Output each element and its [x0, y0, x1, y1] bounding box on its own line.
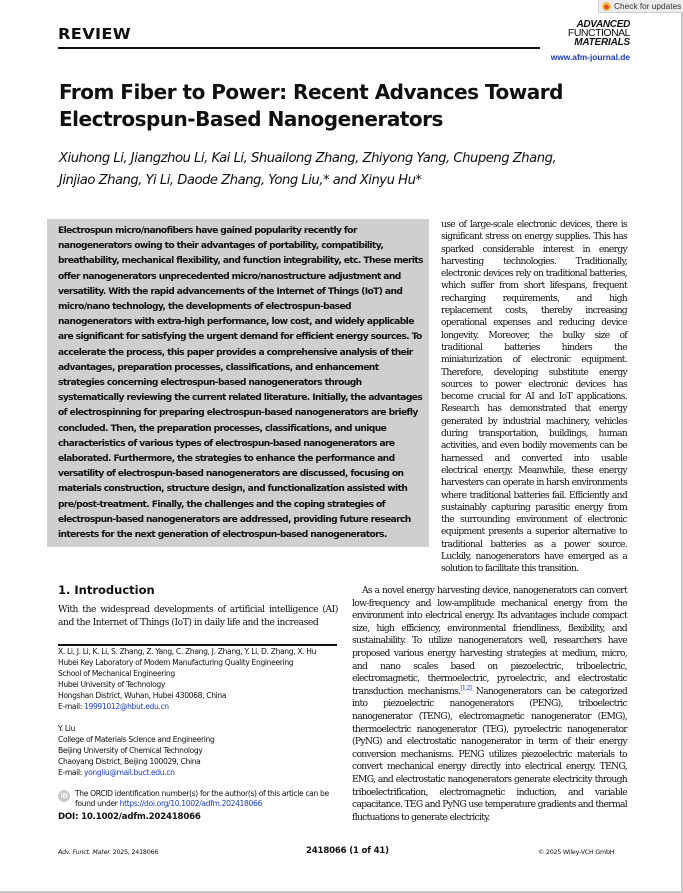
- affiliation-2-line: Chaoyang District, Beijing 100029, China: [58, 756, 201, 766]
- footer-page-number: 2418066 (1 of 41): [306, 846, 389, 856]
- affiliation-1-authors: X. Li, J. Li, K. Li, S. Zhang, Z. Yang, C. Zhang, J. Zhang, Y. Li, D. Zhang, X. Hu: [58, 647, 317, 656]
- journal-logo-line2: FUNCTIONAL: [567, 27, 630, 39]
- paragraph-2-text-a: As a novel energy harvesting device, nanogenerators can convert low-frequency and low-amplitude mechanical energy from the environment into electrical energy. Its advantages include compact size, high efficiency, environmental friendliness, flexibility, and sustainability. To utilize nanogenerators well, researchers have proposed various energy harvesting strategies at medium, micro, and nano scales based on piezoelectric, triboelectric, electromagnetic, thermoelectric, pyroelectric, and electrostatic transduction mechanisms.: [352, 585, 627, 697]
- affiliation-1-email-row: [58, 702, 346, 713]
- authors-line-1: Xiuhong Li, Jiangzhou Li, Kai Li, Shuailong Zhang, Zhiyong Yang, Chupeng Zhang,: [59, 151, 557, 166]
- orcid-note: [58, 789, 346, 809]
- paragraph-2-text-b: Nanogenerators can be categorized into piezoelectric nanogenerators (PENG), triboelectric nanogenerator (TENG), electromagnetic nanogenerator (EMG), thermoelectric nanogenerator (TEG), pyroelectric nanogenerator (PyNG) and electrostatic nanogenerator in term of their energy conversion mechanisms. PENG utilizes piezoelectric materials to convert mechanical energy directly into electrical energy. TENG, EMG, and electrostatic nanogenerators generate electricity through triboelectrification, electromagnetic induction, and variable capacitance. TEG and PyNG use temperature gradients and thermal fluctuations to generate electricity.: [352, 685, 628, 823]
- affiliation-2-line: College of Materials Science and Engineering: [58, 734, 215, 744]
- section-label: REVIEW: [58, 25, 132, 43]
- introduction-paragraph: With the widespread developments of artificial intelligence (AI) and the Internet of Things (IoT) in daily life and the increased: [58, 604, 338, 628]
- orcid-doi-link[interactable]: https://doi.org/10.1002/adfm.202418066: [119, 799, 262, 808]
- body-paragraph-2: [352, 585, 627, 825]
- journal-logo-line3: MATERIALS: [574, 37, 630, 48]
- affiliation-1-line: Hubei Key Laboratory of Modern Manufacturing Quality Engineering: [58, 657, 294, 667]
- footer-copyright: © 2025 Wiley-VCH GmbH: [538, 849, 615, 856]
- affiliation-2-authors: Y. Liu: [58, 724, 75, 733]
- orcid-text: [75, 789, 346, 809]
- doi-label: DOI: 10.1002/adfm.202418066: [58, 812, 201, 822]
- authors-line-2: Jinjiao Zhang, Yi Li, Daode Zhang, Yong Liu,* and Xinyu Hu*: [59, 173, 422, 188]
- email-link[interactable]: 19991012@hbut.edu.cn: [83, 701, 169, 711]
- journal-url-link[interactable]: www.afm-journal.de: [550, 52, 630, 62]
- affiliation-2: [58, 724, 346, 779]
- orcid-text-body: The ORCID identification number(s) for the author(s) of this article can be found under: [75, 789, 329, 808]
- footer-citation: [58, 849, 158, 856]
- affiliation-1-line: Hubei University of Technology: [58, 679, 166, 689]
- footer-citation-rest: 2025, 2418066: [110, 849, 159, 856]
- title-line-1: From Fiber to Power: Recent Advances Toward: [59, 80, 563, 104]
- footer-journal-abbrev: Adv. Funct. Mater.: [58, 849, 111, 856]
- orcid-icon: iD: [58, 790, 70, 802]
- affiliation-rule: [58, 644, 337, 646]
- affiliation-1-line: School of Mechanical Engineering: [58, 668, 175, 678]
- abstract-text: Electrospun micro/nanofibers have gained popularity recently for nanogenerators owing to their advantages of portability, compatibility, breathability, mechanical flexibility, and function integrability, etc. These merits offer nanogenerators unprecedented micro/nanostructure adjustment and versatility. With the rapid advancements of the Internet of Things (IoT) and micro/nano technology, the developments of electrospun-based nanogenerators with extra-high performance, low cost, and widely applicable are significant for satisfying the urgent demand for efficient energy sources. To accelerate the process, this paper provides a comprehensive analysis of their advantages, preparation processes, classifications, and enhancement strategies concerning electrospun-based nanogenerators through systematically reviewing the current related literature. Initially, the advantages of electrospinning for preparing electrospun-based nanogenerators are briefly concluded. Then, the preparation processes, classifications, and unique characteristics of various types of electrospun-based nanogenerators are elaborated. Furthermore, the strategies to enhance the performance and versatility of electrospun-based nanogenerators are discussed, focusing on materials construction, structure design, and functionalization assisted with pre/post-treatment. Finally, the challenges and the coping strategies of electrospun-based nanogenerators are addressed, providing future research interests for the next generation of electrospun-based nanogenerators.: [58, 226, 423, 541]
- email-label: E-mail:: [58, 767, 84, 777]
- crossmark-icon: [602, 2, 611, 11]
- header-rule: [58, 47, 540, 49]
- citation-link[interactable]: [1,2]: [460, 684, 472, 692]
- body-right-column: use of large-scale electronic devices, there is significant stress on energy supplies. This has sparked considerable interest in energy harvesting technologies. Traditionally, electronic devices rely on traditional batteries, which suffer from short lifespans, frequent recharging requirements, and high replacement costs, thereby increasing operational expenses and reducing device longevity. Moreover, the bulky size of traditional batteries hinders the miniaturization of electronic equipment. Therefore, developing substitute energy sources to power electronic devices has become crucial for AI and IoT applications. Research has demonstrated that energy generated by industrial machinery, vehicles during transportation, buildings, human activities, and even bodily movements can be harnessed and converted into usable electrical energy. Meanwhile, these energy harvesters can operate in harsh environments where traditional batteries fail. Efficiently and sustainably capturing parasitic energy from the surrounding environment of electronic equipment presents a superior alternative to traditional batteries as a power source. Luckily, nanogenerators have emerged as a solution to facilitate this transition.: [441, 219, 627, 575]
- author-list: [59, 148, 659, 192]
- check-for-updates-badge[interactable]: [598, 0, 683, 13]
- check-for-updates-label: Check for updates: [614, 1, 682, 11]
- affiliation-2-line: Beijing University of Chemical Technology: [58, 745, 203, 755]
- article-title: [59, 79, 619, 133]
- affiliation-1-line: Hongshan District, Wuhan, Hubei 430068, China: [58, 690, 227, 700]
- journal-logo: [545, 20, 630, 47]
- section-heading-introduction: 1. Introduction: [58, 583, 155, 597]
- email-link[interactable]: yongliu@mail.buct.edu.cn: [83, 767, 175, 777]
- affiliation-1: [58, 647, 346, 712]
- title-line-2: Electrospun-Based Nanogenerators: [59, 107, 443, 131]
- email-label: E-mail:: [58, 701, 84, 711]
- journal-logo-line1: ADVANCED: [576, 19, 630, 30]
- affiliation-2-email-row: [58, 768, 346, 779]
